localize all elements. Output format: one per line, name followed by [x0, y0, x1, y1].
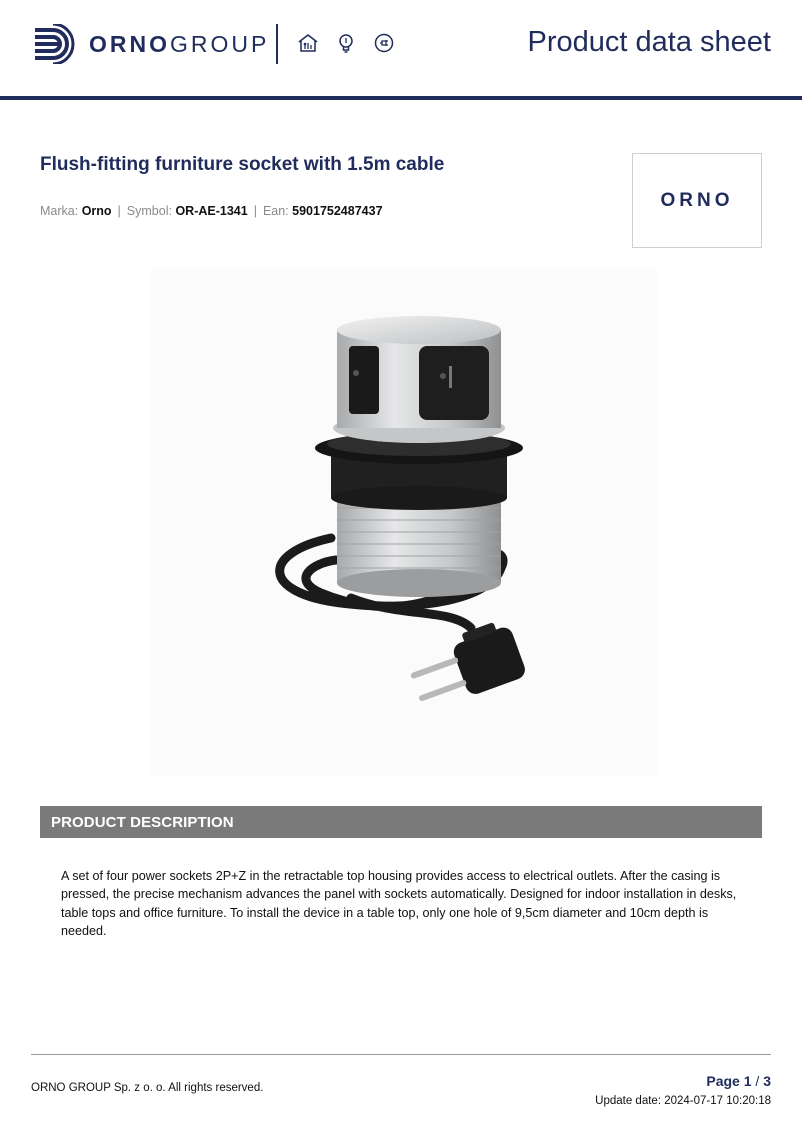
meta-separator: | [253, 204, 257, 218]
page-label: Page [706, 1073, 740, 1089]
page-separator: / [755, 1073, 760, 1089]
brand-name-light: GROUP [170, 31, 270, 57]
ean-value: 5901752487437 [292, 204, 383, 218]
copyright-text: ORNO GROUP Sp. z o. o. All rights reserved. [31, 1082, 264, 1094]
brand-name-bold: ORNO [89, 31, 170, 57]
header-divider [276, 24, 278, 64]
power-plug-icon [373, 32, 395, 54]
lightbulb-icon [335, 32, 357, 54]
meta-separator: | [117, 204, 121, 218]
brand-label: Marka: [40, 204, 79, 218]
ean-label: Ean: [262, 204, 289, 218]
smart-home-icon [297, 32, 319, 54]
page-total: 3 [763, 1073, 771, 1089]
symbol-value: OR-AE-1341 [175, 204, 248, 218]
header-rule [0, 96, 802, 100]
brand-logo-box [632, 153, 762, 248]
brand-value: Orno [81, 204, 112, 218]
brand-name [89, 31, 269, 58]
symbol-label: Symbol: [126, 204, 172, 218]
page-current: 1 [743, 1073, 752, 1089]
brand-logo-text: ORNO [660, 190, 734, 211]
product-title: Flush-fitting furniture socket with 1.5m cable [40, 154, 445, 175]
product-photo [151, 268, 657, 776]
product-description-heading: PRODUCT DESCRIPTION [51, 814, 234, 831]
orno-logo-icon [33, 24, 75, 64]
product-description-heading-bar [40, 806, 762, 838]
footer-rule [31, 1054, 771, 1055]
document-title: Product data sheet [527, 26, 771, 58]
page-number [706, 1073, 771, 1089]
product-meta [40, 204, 383, 218]
product-description-text: A set of four power sockets 2P+Z in the retractable top housing provides access to electrical outlets. After the casing is pressed, the precise mechanism advances the panel with sockets automatically. Designed for indoor installation in desks, table tops and office furniture. To install the device in a table top, only one hole of 9,5cm diameter and 10cm depth is needed. [61, 869, 737, 938]
update-date: Update date: 2024-07-17 10:20:18 [595, 1095, 771, 1107]
